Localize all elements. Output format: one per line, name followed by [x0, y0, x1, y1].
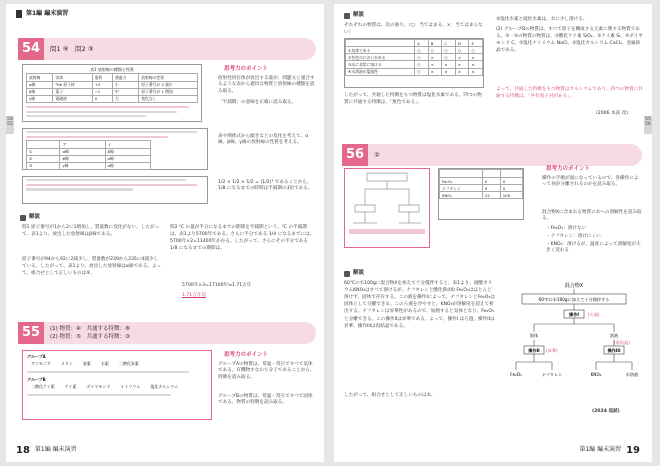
q55-right-col-1: ③塩化水素と硫化水素は、水に少し溶ける。 — [496, 17, 588, 22]
q54-explain-formula: 5700年×3=17100年≒1.71万年 — [182, 283, 252, 288]
q54-answer: 問1 ⑨ 問2 ③ — [50, 44, 94, 53]
q55-explain-head: 解説 — [344, 12, 364, 19]
q56-answer: ② — [374, 150, 380, 159]
group-a-item: アンモニア — [31, 361, 51, 367]
group-b-label: グループB — [27, 376, 46, 382]
diagram-p1: Fe₂O₃ — [510, 372, 522, 377]
q54-explain-result: 1.71万年前 — [182, 293, 207, 298]
q54-explain-q1b: 原子番号が94から92に2減少し、質量数が239から235に4減少している。したがって、表1より、放出した放射線はα線である。よって、組合せとして正しいものは⑨。 — [22, 257, 162, 277]
explain-icon — [344, 271, 350, 277]
q55-explain-after: したがって、共通した特徴をもつ物質は塩化水素である。四つの物質に共通する特徴は、「無色である」。 — [344, 93, 482, 106]
section-title: 第1編 編末演習 — [26, 10, 69, 17]
q56-flow-diagram — [504, 280, 644, 400]
q56-point-note-1: 操作の手順が図になっているので、各操作によって何が分離されるのかを読み取る。 — [542, 176, 639, 188]
footer-label: 第1編 編末演習 — [579, 446, 622, 454]
diagram-solid: 固体 — [529, 333, 539, 338]
q56-flow-box — [344, 168, 430, 248]
group-b-item: ケイ素 — [64, 384, 77, 390]
group-a-item: 水素 — [100, 361, 109, 367]
q55-point-title: 思考力のポイント — [224, 352, 269, 358]
page-number: 19 — [626, 444, 640, 456]
q54-point-note-1: 放射性同位体が放出する量が、問題文と適合するような表から適切な物質と放射線の種類を読み取る。 — [218, 76, 315, 94]
side-tab: 54 55 — [6, 116, 14, 134]
q56-number: 56 — [342, 144, 368, 166]
diagram-liquid: 溶液 — [609, 333, 619, 338]
diagram-op3-tag: (再結晶) — [614, 340, 630, 345]
q56-point-title: 思考力のポイント — [546, 166, 591, 172]
q54-calc-text: 1/2 × 1/2 × 1/2 = (1/2)³ であることから、1/8 になるまでの時間は半減期の3倍である。 — [218, 180, 313, 192]
group-b-item: 塩化カルシウム — [150, 384, 179, 390]
q55-number: 55 — [18, 322, 44, 344]
q56-band — [342, 144, 642, 166]
explain-icon — [20, 215, 26, 221]
diagram-top-text: 60℃の水100gに加えて十分撹拌する — [538, 297, 610, 302]
q55-explain-intro: それぞれの物質は、次の通り。（○：当てはまる、×：当てはまらない） — [344, 23, 483, 36]
footer-right — [579, 444, 640, 458]
diagram-p4: 水溶液 — [625, 372, 639, 377]
q56-small-flow — [345, 169, 429, 247]
diagram-op2: 操作II — [528, 348, 540, 353]
q55-band — [18, 322, 316, 344]
q56-point-note-4: ・ナフタレン：溶けにくい — [546, 234, 601, 239]
q54-band — [18, 38, 316, 60]
q55-table-box — [344, 38, 484, 88]
q54-point-note-2: 「半減期」の意味を正確に読み取る。 — [218, 100, 297, 105]
group-b-item: ダイヤモンド — [86, 384, 111, 390]
diagram-op2-tag: (昇華) — [546, 348, 558, 353]
side-tab: 55 56 — [644, 116, 652, 134]
q55-answer: (1) 物質：④ 共通する特徴：⑧ (2) 物質：⑤ 共通する特徴：③ — [50, 325, 130, 340]
q56-source: (2024 追試) — [592, 409, 620, 414]
q54-table-box: 表1 放射線の種類と性質 放射線 実体 電荷 透過力 放射線の性質 α線 ⁴He 原子核 +2 小 原子番号が 2 減少 β線 電子 −1 中 原子番号が 1 増加 γ線 電磁波 0 大 変化なし — [22, 64, 202, 122]
q56-point-note-5: ・KNO₃：溶けるが、温度によって溶解度が大きく変わる — [546, 242, 641, 254]
q55-point-note-2: グループBの物質は、常温・常圧ですべて固体である。物質の特徴を読み取る。 — [218, 394, 313, 406]
group-b-item: 二酸化ケイ素 — [31, 384, 55, 390]
group-a-item: 窒素 — [82, 361, 91, 367]
q54-explain-q2: 問2 ²C の量が半分になるまでの期間を半減期という。²C の半減期は、表1より5700年である。さらに半分である 1/4 になるまでには、5700年×2=11400年かかる。したがって、さらにその半分である 1/8 になるまでの期間は、 — [170, 225, 315, 252]
q54-q1-box: ア イ ① α線 β線 ② β線 α線 ③ γ線 α線 — [22, 128, 208, 170]
q55-point-note-1: グループAの物質は、常温・常圧ですべて気体である。有機物すなわち分子であることから、特徴を読み取る。 — [218, 362, 315, 380]
q55-groups-box — [22, 350, 212, 420]
group-a-item: メタン — [60, 361, 73, 367]
group-b-item: ナトリウム — [120, 384, 141, 390]
q56-explain-tail: したがって、組合せとして正しいものは②。 — [344, 393, 436, 398]
diagram-op1-tag: (ろ過) — [588, 312, 600, 317]
explain-icon — [344, 13, 350, 19]
q56-explain-text: 60℃の水100gに混合物Xを加えて十分撹拌すると、表1より、硝酸カリウムKNO₃はすべて溶けるが、ナフタレンと酸化鉄(III) Fe₂O₃はほとんど溶けず、固体で存在する。この液を操作Iによって、ナフタレンとFe₂O₃は固体として分離できる。このろ液を冷やすと、KNO₃が溶解度を超えて析出する。ナフタレンは昇華性があるので、加熱すると気体となり、Fe₂O₃と分離できる。この操作IIは昇華である。よって、操作I はろ過、操作IIは昇華、操作IIIは再結晶である。 — [344, 281, 495, 329]
q55-source: (2006 本試 改) — [596, 111, 628, 116]
q54-number: 54 — [18, 38, 44, 60]
q55-right-col-2: (2) グループBの物質は、すべて原子を構成する元素に関する物質である。③一③の物質の物質は、③酸化ケイ素 SiO₂、③ケイ素 Si、③ダイヤモンド C、③塩化ナトリウム NaCl、③塩化カルシウム CaCl₂、金属結晶である。 — [496, 27, 643, 54]
q54-explain-head: 解説 — [20, 214, 40, 221]
q54-graph-note: 表や関係式から傾きなどの変化を考えて、α線、β線、γ線の放射線の性質を考える。 — [218, 134, 309, 146]
q56-sol-table-box: Fe₂O₃ 0 0 ナフタレン 0 0 KNO₃ 22 109 — [438, 168, 524, 220]
q56-point-note-2: 混合物Xに含まれる物質の水への溶解性を読み取る。 — [542, 210, 642, 222]
left-page — [6, 4, 324, 462]
footer-label: 第1編 編末演習 — [34, 446, 77, 454]
diagram-title: 混合物X — [564, 283, 584, 289]
q55-right-col-3: よって、共通した特徴をもつ物質はカルシウムであり、四つの物質に共通する特徴は、「共有電子対がある」。 — [496, 87, 643, 100]
diagram-op3: 操作III — [607, 348, 621, 353]
q55-table: A B C D E ①気体である ○ ○ ○ ○ ○ ②有色のにおいがある ○ × ○ × × ③水に非常に溶ける ○ × × × × ④水溶液が塩基性 ○ × × × × — [345, 39, 483, 76]
q56-explain-head: 解説 — [344, 270, 364, 277]
q54-point-title: 思考力のポイント — [224, 66, 269, 72]
footer-left — [16, 444, 77, 458]
group-a-label: グループA — [27, 354, 46, 359]
q56-point-note-3: ・Fe₂O₃：溶けない — [546, 226, 587, 231]
diagram-p3: KNO₃ — [590, 372, 602, 377]
diagram-p2: ナフタレン — [541, 372, 563, 377]
group-a-item: 二酸化炭素 — [118, 361, 139, 367]
diagram-op1: 操作I — [569, 312, 579, 317]
q54-q2-box — [22, 176, 208, 204]
q54-explain-q1: 問1 原子番号が1から2に1増加し、質量数に変化がない。したがって、表1より、放出した放射線はβ線である。 — [22, 225, 160, 238]
right-page — [334, 4, 652, 462]
page-number: 18 — [16, 444, 30, 456]
section-header — [16, 10, 68, 18]
